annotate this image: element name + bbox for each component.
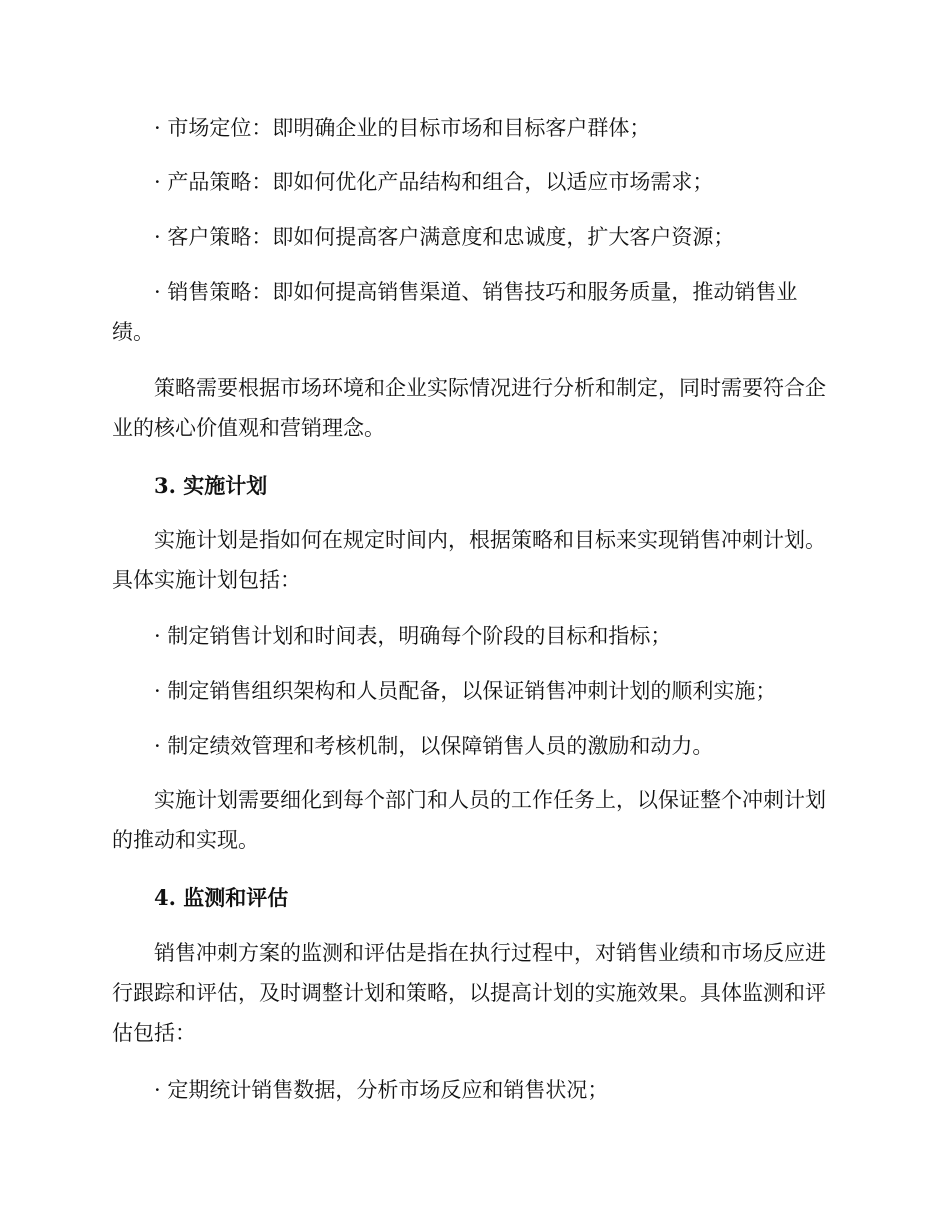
bullet-sales-organization: · 制定销售组织架构和人员配备，以保证销售冲刺计划的顺利实施；	[154, 679, 777, 703]
strategy-paragraph: 策略需要根据市场环境和企业实际情况进行分析和制定，同时需要符合企业的核心价值观和营销理念。	[112, 376, 826, 440]
implementation-intro: 实施计划是指如何在规定时间内，根据策略和目标来实现销售冲刺计划。具体实施计划包括：	[112, 528, 826, 592]
bullet-market-positioning: · 市场定位：即明确企业的目标市场和目标客户群体；	[154, 116, 651, 140]
bullet-sales-strategy: · 销售策略：即如何提高销售渠道、销售技巧和服务质量，推动销售业绩。	[112, 280, 798, 344]
bullet-product-strategy: · 产品策略：即如何优化产品结构和组合，以适应市场需求；	[154, 170, 714, 194]
bullet-sales-data-statistics: · 定期统计销售数据，分析市场反应和销售状况；	[154, 1078, 609, 1102]
section-heading-monitoring: 4. 监测和评估	[154, 885, 289, 910]
bullet-performance-management: · 制定绩效管理和考核机制，以保障销售人员的激励和动力。	[154, 734, 714, 758]
section-heading-implementation: 3. 实施计划	[154, 473, 268, 498]
bullet-customer-strategy: · 客户策略：即如何提高客户满意度和忠诚度，扩大客户资源；	[154, 225, 735, 249]
implementation-closing: 实施计划需要细化到每个部门和人员的工作任务上，以保证整个冲刺计划的推动和实现。	[112, 788, 826, 852]
monitoring-intro: 销售冲刺方案的监测和评估是指在执行过程中，对销售业绩和市场反应进行跟踪和评估，及时调整计划和策略，以提高计划的实施效果。具体监测和评估包括：	[112, 941, 826, 1045]
bullet-sales-plan: · 制定销售计划和时间表，明确每个阶段的目标和指标；	[154, 624, 672, 648]
